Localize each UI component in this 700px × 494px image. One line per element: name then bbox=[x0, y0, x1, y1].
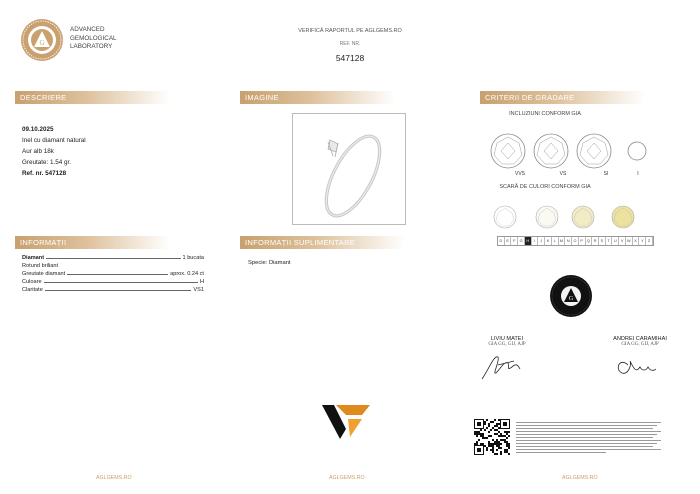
info-leader-line bbox=[45, 290, 192, 291]
diamond-si-icon bbox=[577, 134, 611, 168]
inclusion-label-vs: VS bbox=[559, 171, 567, 177]
footer-center: AGLGEMS.RO bbox=[329, 475, 365, 481]
inclusion-label-si: SI bbox=[603, 171, 609, 177]
color-letter: I bbox=[532, 237, 539, 245]
info-row bbox=[22, 261, 204, 269]
inclusion-label-i: I bbox=[637, 171, 639, 177]
signature-2-title: GIA GG, GIJ, AJP bbox=[621, 342, 659, 347]
info-leader-line bbox=[44, 282, 198, 283]
diamond-vs-icon bbox=[534, 134, 568, 168]
lab-name-line1: ADVANCED bbox=[70, 26, 105, 33]
qr-code bbox=[474, 419, 510, 455]
color-letter: W bbox=[626, 237, 633, 245]
color-letter: S bbox=[599, 237, 606, 245]
report-date: 09.10.2025 bbox=[22, 126, 54, 133]
section-informatii-suplimentare: INFORMAȚII SUPLIMENTARE bbox=[240, 236, 405, 249]
footer-left: AGLGEMS.RO bbox=[96, 475, 132, 481]
color-letter: L bbox=[552, 237, 559, 245]
info-row bbox=[22, 277, 204, 285]
section-imagine: IMAGINE bbox=[240, 91, 395, 104]
info-label: Culoare bbox=[22, 279, 42, 285]
verify-title: VERIFICĂ RAPORTUL PE AGLGEMS.RO bbox=[298, 28, 402, 34]
description-block bbox=[22, 124, 86, 179]
color-letter: P bbox=[579, 237, 586, 245]
signature-1-handwriting bbox=[472, 347, 542, 383]
legal-text bbox=[516, 422, 666, 461]
color-letter: R bbox=[592, 237, 599, 245]
info-value: VS1 bbox=[193, 287, 204, 293]
info-list bbox=[22, 253, 204, 293]
color-letter-scale bbox=[497, 236, 654, 246]
brand-logo-icon bbox=[322, 405, 370, 439]
info-row bbox=[22, 285, 204, 293]
inclusion-label-vvs: VVS bbox=[514, 171, 525, 177]
gold-seal-icon bbox=[549, 274, 593, 318]
color-letter: M bbox=[559, 237, 566, 245]
desc-ref: Ref. nr. 547128 bbox=[22, 170, 67, 177]
color-letter: Z bbox=[646, 237, 653, 245]
color-letter: K bbox=[545, 237, 552, 245]
ring-image bbox=[293, 114, 405, 224]
color-diamond-2-icon bbox=[536, 206, 558, 228]
signature-1-title: GIA GG, GIJ, AJP bbox=[488, 342, 526, 347]
info-value: 1 bucata bbox=[182, 255, 204, 261]
diamond-vvs-icon bbox=[491, 134, 525, 168]
verify-block bbox=[250, 28, 450, 63]
color-letter: F bbox=[511, 237, 518, 245]
info-value: H bbox=[199, 279, 204, 285]
desc-line1: Inel cu diamant natural bbox=[22, 137, 86, 144]
color-letter: X bbox=[633, 237, 640, 245]
lab-name bbox=[70, 26, 117, 52]
color-letter: N bbox=[565, 237, 572, 245]
section-descriere: DESCRIERE bbox=[15, 91, 170, 104]
info-leader-line bbox=[67, 274, 168, 275]
info-label: Claritate bbox=[22, 287, 43, 293]
ring-image-frame bbox=[292, 113, 406, 225]
section-informatii: INFORMAȚII bbox=[15, 236, 170, 249]
color-letter: E bbox=[505, 237, 512, 245]
inclusion-diamonds bbox=[488, 131, 648, 176]
signature-1-name: LIVIU MATEI bbox=[490, 336, 524, 342]
lab-name-line2: GEMOLOGICAL bbox=[70, 34, 117, 42]
color-letter: H bbox=[525, 237, 532, 245]
color-letter: T bbox=[606, 237, 613, 245]
color-letter: J bbox=[538, 237, 545, 245]
color-letter: O bbox=[572, 237, 579, 245]
extra-specie: Specie: Diamant bbox=[248, 260, 291, 266]
info-value: aprox. 0.24 ct bbox=[170, 271, 204, 277]
color-letter: D bbox=[498, 237, 505, 245]
color-letter: V bbox=[619, 237, 626, 245]
info-label: Greutate diamant bbox=[22, 271, 66, 277]
signature-1 bbox=[472, 336, 542, 388]
lab-seal bbox=[20, 18, 64, 62]
color-letter: G bbox=[518, 237, 525, 245]
footer-right: AGLGEMS.RO bbox=[562, 475, 598, 481]
info-row bbox=[22, 253, 204, 261]
color-scale-title: SCARĂ DE CULORI CONFORM GIA bbox=[499, 184, 591, 190]
signature-2-handwriting bbox=[600, 347, 680, 383]
info-label: Diamant bbox=[22, 255, 45, 261]
color-letter: Y bbox=[639, 237, 646, 245]
desc-line3: Greutate: 1.54 gr. bbox=[22, 159, 72, 166]
signature-2 bbox=[600, 336, 680, 388]
ref-number: 547128 bbox=[335, 53, 365, 63]
info-label: Rotund briliant bbox=[22, 263, 59, 269]
info-leader-line bbox=[46, 258, 180, 259]
svg-text:G: G bbox=[568, 296, 574, 302]
section-criterii: CRITERII DE GRADARE bbox=[480, 91, 645, 104]
diamond-i-icon bbox=[628, 142, 646, 160]
lab-name-line3: LABORATORY bbox=[70, 43, 113, 50]
desc-line2: Aur alb 18k bbox=[22, 148, 54, 155]
color-letter: U bbox=[612, 237, 619, 245]
ref-label: REF. NR. bbox=[339, 41, 361, 47]
svg-text:G: G bbox=[39, 39, 45, 47]
color-diamond-4-icon bbox=[612, 206, 634, 228]
color-diamonds bbox=[492, 205, 652, 233]
color-diamond-1-icon bbox=[494, 206, 516, 228]
color-letter: Q bbox=[586, 237, 593, 245]
signature-2-name: ANDREI CARAMIHAI bbox=[613, 336, 667, 342]
info-row bbox=[22, 269, 204, 277]
color-diamond-3-icon bbox=[572, 206, 594, 228]
inclusions-title: INCLUZIUNI CONFORM GIA bbox=[509, 111, 581, 117]
